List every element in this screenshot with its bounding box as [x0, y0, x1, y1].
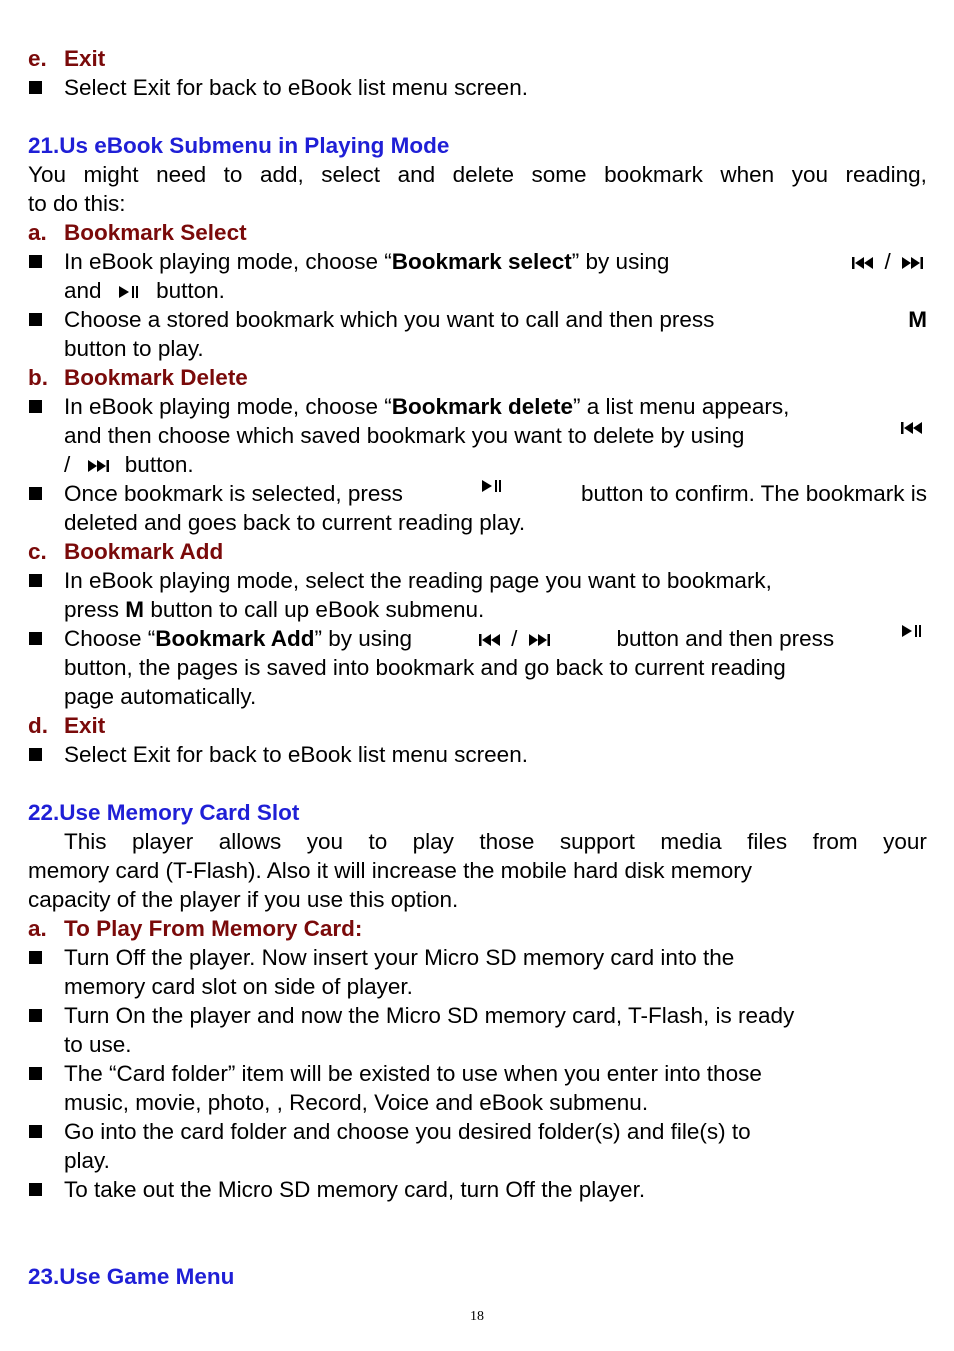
bullet-continuation: button to play.: [64, 336, 204, 361]
bullet-icon: [29, 632, 42, 645]
bullet-continuation: press M button to call up eBook submenu.: [64, 597, 485, 622]
bullet-item: Turn On the player and now the Micro SD memory card, T-Flash, is ready: [28, 1001, 927, 1030]
bullet-icon: [29, 1183, 42, 1196]
bullet-continuation: and button.: [64, 278, 225, 303]
skip-forward-icon: [528, 633, 550, 647]
bullet-continuation: memory card slot on side of player.: [64, 974, 413, 999]
bullet-icon: [29, 1067, 42, 1080]
skip-forward-icon: [87, 459, 109, 473]
bullet-icon: [29, 1009, 42, 1022]
skip-back-icon: [479, 633, 501, 647]
section-heading-22: 22.Use Memory Card Slot: [28, 800, 300, 825]
bullet-item: To take out the Micro SD memory card, turn Off the player.: [28, 1175, 927, 1204]
bullet-icon: [29, 255, 42, 268]
bullet-continuation: and then choose which saved bookmark you want to delete by using: [28, 421, 927, 450]
document-page: [28, 44, 927, 1291]
bullet-icon: [29, 400, 42, 413]
section-heading-21: 21.Us eBook Submenu in Playing Mode: [28, 133, 450, 158]
subheading-bookmark-add: c. Bookmark Add: [28, 539, 224, 564]
paragraph-line: capacity of the player if you use this option.: [28, 887, 459, 912]
subheading-e-exit: e. Exit: [28, 46, 106, 71]
bullet-item: Once bookmark is selected, press button to confirm. The bookmark is: [28, 479, 927, 508]
bullet-item: Select Exit for back to eBook list menu screen.: [28, 740, 927, 769]
bullet-item: The “Card folder” item will be existed to use when you enter into those: [28, 1059, 927, 1088]
subheading-play-from-card: a. To Play From Memory Card:: [28, 916, 363, 941]
bullet-icon: [29, 574, 42, 587]
play-pause-icon: [481, 479, 503, 508]
play-pause-icon: [118, 285, 140, 299]
skip-forward-icon: [901, 256, 923, 270]
bullet-icon: [29, 1125, 42, 1138]
bullet-item: Choose “Bookmark Add” by using / button and then press: [28, 624, 927, 653]
bullet-item: Select Exit for back to eBook list menu screen.: [28, 73, 927, 102]
paragraph-line: You might need to add, select and delete some bookmark when you reading,: [28, 162, 927, 187]
section-heading-23: 23.Use Game Menu: [28, 1264, 235, 1289]
subheading-bookmark-delete: b. Bookmark Delete: [28, 365, 248, 390]
skip-back-icon: [852, 256, 874, 270]
bullet-icon: [29, 951, 42, 964]
bullet-icon: [29, 313, 42, 326]
bullet-icon: [29, 487, 42, 500]
bullet-continuation: music, movie, photo, , Record, Voice and eBook submenu.: [64, 1090, 649, 1115]
bullet-item: In eBook playing mode, choose “Bookmark delete” a list menu appears,: [28, 392, 927, 421]
bullet-item: Go into the card folder and choose you desired folder(s) and file(s) to: [28, 1117, 927, 1146]
bullet-icon: [29, 748, 42, 761]
bullet-continuation: play.: [64, 1148, 110, 1173]
paragraph-line: to do this:: [28, 191, 126, 216]
bullet-item: Turn Off the player. Now insert your Micro SD memory card into the: [28, 943, 927, 972]
bullet-continuation: button, the pages is saved into bookmark and go back to current reading: [64, 655, 786, 680]
subheading-d-exit: d. Exit: [28, 713, 106, 738]
bullet-continuation: page automatically.: [64, 684, 257, 709]
bullet-item: In eBook playing mode, select the reading page you want to bookmark,: [28, 566, 927, 595]
bullet-continuation: deleted and goes back to current reading play.: [64, 510, 526, 535]
paragraph-line: memory card (T-Flash). Also it will increase the mobile hard disk memory: [28, 858, 752, 883]
bullet-continuation: to use.: [64, 1032, 132, 1057]
bullet-item: In eBook playing mode, choose “Bookmark select” by using /: [28, 247, 927, 276]
skip-back-icon: [901, 421, 923, 450]
paragraph-line: This player allows you to play those support media files from your: [64, 829, 927, 854]
bullet-icon: [29, 81, 42, 94]
play-pause-icon: [901, 624, 923, 653]
bullet-item: Choose a stored bookmark which you want to call and then press M: [28, 305, 927, 334]
page-number: 18: [470, 1309, 484, 1324]
bullet-continuation: / button.: [64, 452, 194, 477]
subheading-bookmark-select: a. Bookmark Select: [28, 220, 247, 245]
